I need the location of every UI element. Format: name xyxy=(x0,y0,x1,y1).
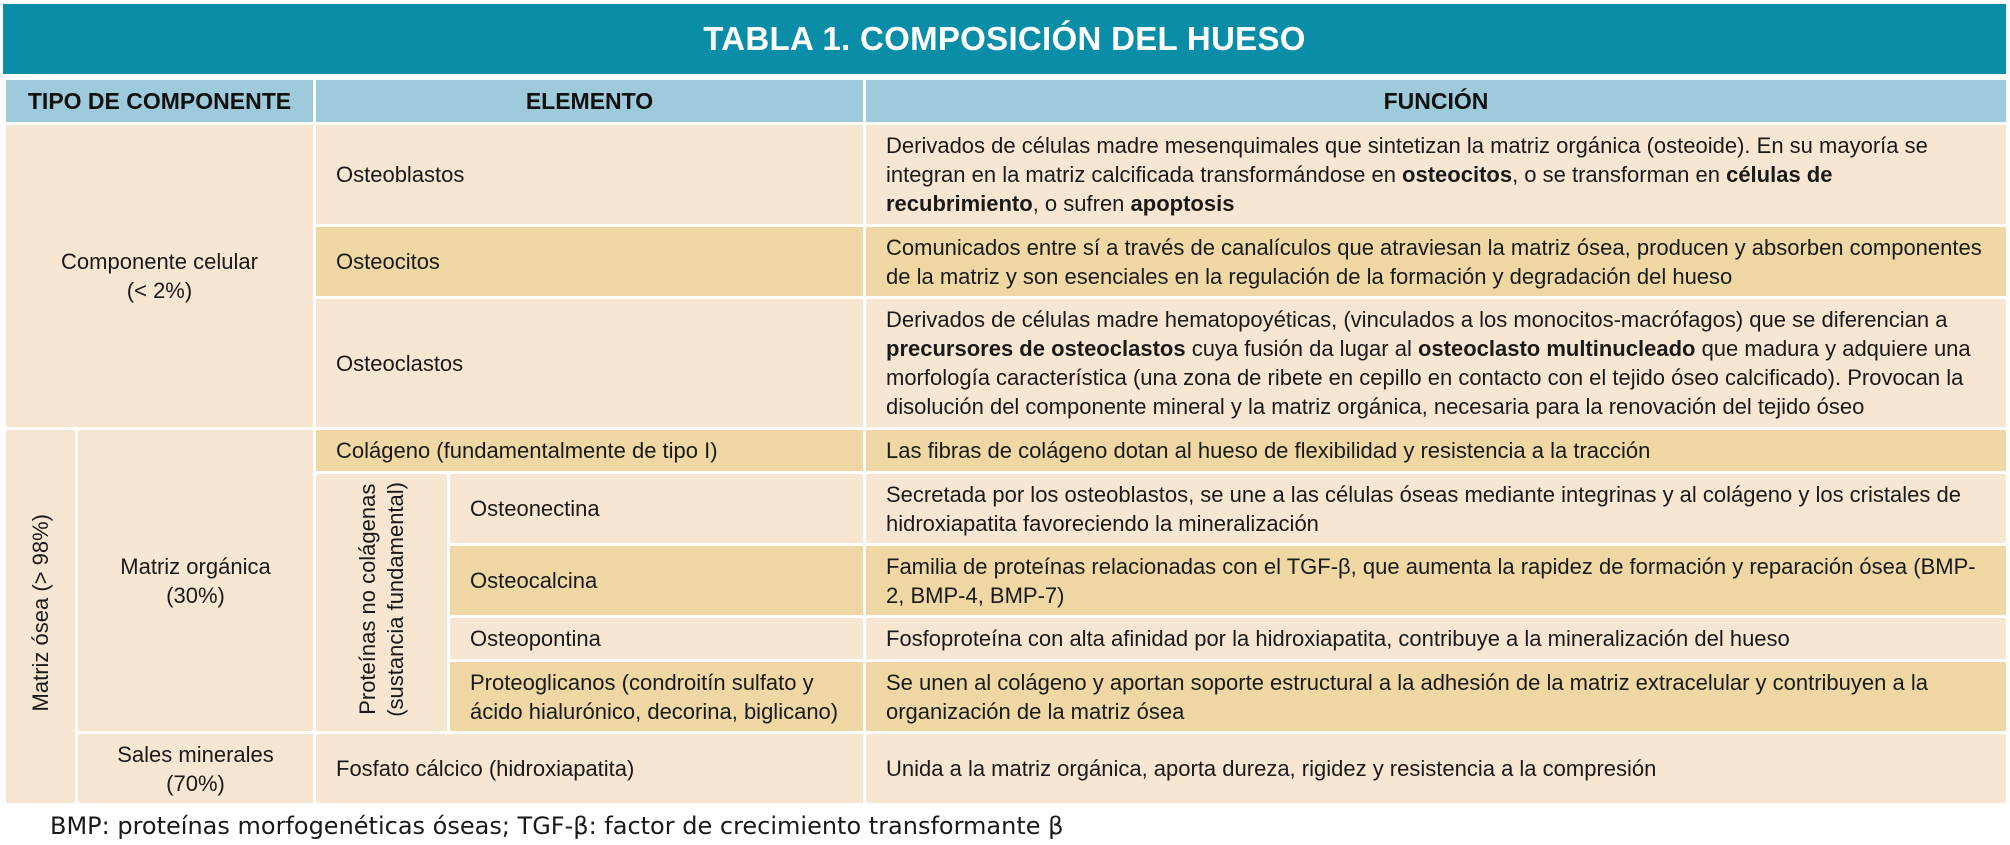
group-matriz-osea xyxy=(5,429,77,805)
bold-term: precursores de osteoclastos xyxy=(886,336,1186,361)
group-matriz-organica xyxy=(77,429,315,733)
group-label: Componente celular xyxy=(61,249,258,274)
group-sales-minerales xyxy=(77,733,315,805)
table-title: TABLA 1. COMPOSICIÓN DEL HUESO xyxy=(3,4,2006,77)
element-cell: Osteocalcina xyxy=(449,545,865,617)
footnote: BMP: proteínas morfogenéticas óseas; TGF-β: factor de crecimiento transformante β xyxy=(50,812,1064,840)
header-funcion: FUNCIÓN xyxy=(865,79,2008,124)
table-row xyxy=(5,733,2008,805)
composition-table-container xyxy=(3,4,2006,806)
group-componente-celular xyxy=(5,124,315,429)
bold-term: apoptosis xyxy=(1130,191,1235,216)
function-cell: Unida a la matriz orgánica, aporta dureza, rigidez y resistencia a la compresión xyxy=(865,733,2008,805)
header-row xyxy=(5,79,2008,124)
bold-term: osteocitos xyxy=(1402,162,1513,187)
element-cell: Fosfato cálcico (hidroxiapatita) xyxy=(315,733,865,805)
function-cell: Las fibras de colágeno dotan al hueso de flexibilidad y resistencia a la tracción xyxy=(865,429,2008,473)
element-cell: Osteoclastos xyxy=(315,298,865,429)
group-label: Sales minerales xyxy=(117,741,274,767)
group-percentage: (< 2%) xyxy=(126,278,193,303)
element-cell: Colágeno (fundamentalmente de tipo I) xyxy=(315,429,865,473)
function-cell: Derivados de células madre mesenquimales que sintetizan la matriz orgánica (osteoide). En su mayoría se integran en la matriz calcificada transformándose en osteocitos, o se transforman en células de recubrimiento, o sufren apoptosis xyxy=(865,124,2008,226)
function-cell: Fosfoproteína con alta afinidad por la hidroxiapatita, contribuye a la mineralización del hueso xyxy=(865,617,2008,661)
group-label: Matriz ósea (> 98%) xyxy=(27,514,53,712)
group-proteinas-no-colagenas xyxy=(315,473,449,733)
bone-composition-table xyxy=(3,77,2009,806)
function-cell: Derivados de células madre hematopoyéticas, (vinculados a los monocitos-macrófagos) que se diferencian a precursores de osteoclastos cuya fusión da lugar al osteoclasto multinucleado que madura y adquiere una morfología característica (una zona de ribete en cepillo en contacto con el tejido óseo calcificado). Provocan la disolución del componente mineral y la matriz orgánica, necesaria para la renovación del tejido óseo xyxy=(865,298,2008,429)
group-sublabel: (sustancia fundamental) xyxy=(382,481,408,717)
element-cell: Proteoglicanos (condroitín sulfato y ácido hialurónico, decorina, biglicano) xyxy=(449,661,865,733)
group-label: Matriz orgánica xyxy=(120,553,271,579)
table-row xyxy=(5,429,2008,473)
function-cell: Secretada por los osteoblastos, se une a las células óseas mediante integrinas y al colágeno y los cristales de hidroxiapatita favoreciendo la mineralización xyxy=(865,473,2008,545)
bold-term: células de recubrimiento xyxy=(886,162,1833,216)
element-cell: Osteocitos xyxy=(315,226,865,298)
group-label: Proteínas no colágenas xyxy=(354,483,380,715)
function-cell: Comunicados entre sí a través de canalículos que atraviesan la matriz ósea, producen y absorben componentes de la matriz y son esenciales en la regulación de la formación y degradación del hueso xyxy=(865,226,2008,298)
bold-term: osteoclasto multinucleado xyxy=(1417,336,1696,361)
function-cell: Familia de proteínas relacionadas con el TGF-β, que aumenta la rapidez de formación y reparación ósea (BMP-2, BMP-4, BMP-7) xyxy=(865,545,2008,617)
header-tipo: TIPO DE COMPONENTE xyxy=(5,79,315,124)
group-percentage: (70%) xyxy=(166,770,225,796)
element-cell: Osteonectina xyxy=(449,473,865,545)
header-elemento: ELEMENTO xyxy=(315,79,865,124)
table-row xyxy=(5,124,2008,226)
element-cell: Osteoblastos xyxy=(315,124,865,226)
element-cell: Osteopontina xyxy=(449,617,865,661)
group-percentage: (30%) xyxy=(166,582,225,608)
function-cell: Se unen al colágeno y aportan soporte estructural a la adhesión de la matriz extracelular y contribuyen a la organización de la matriz ósea xyxy=(865,661,2008,733)
